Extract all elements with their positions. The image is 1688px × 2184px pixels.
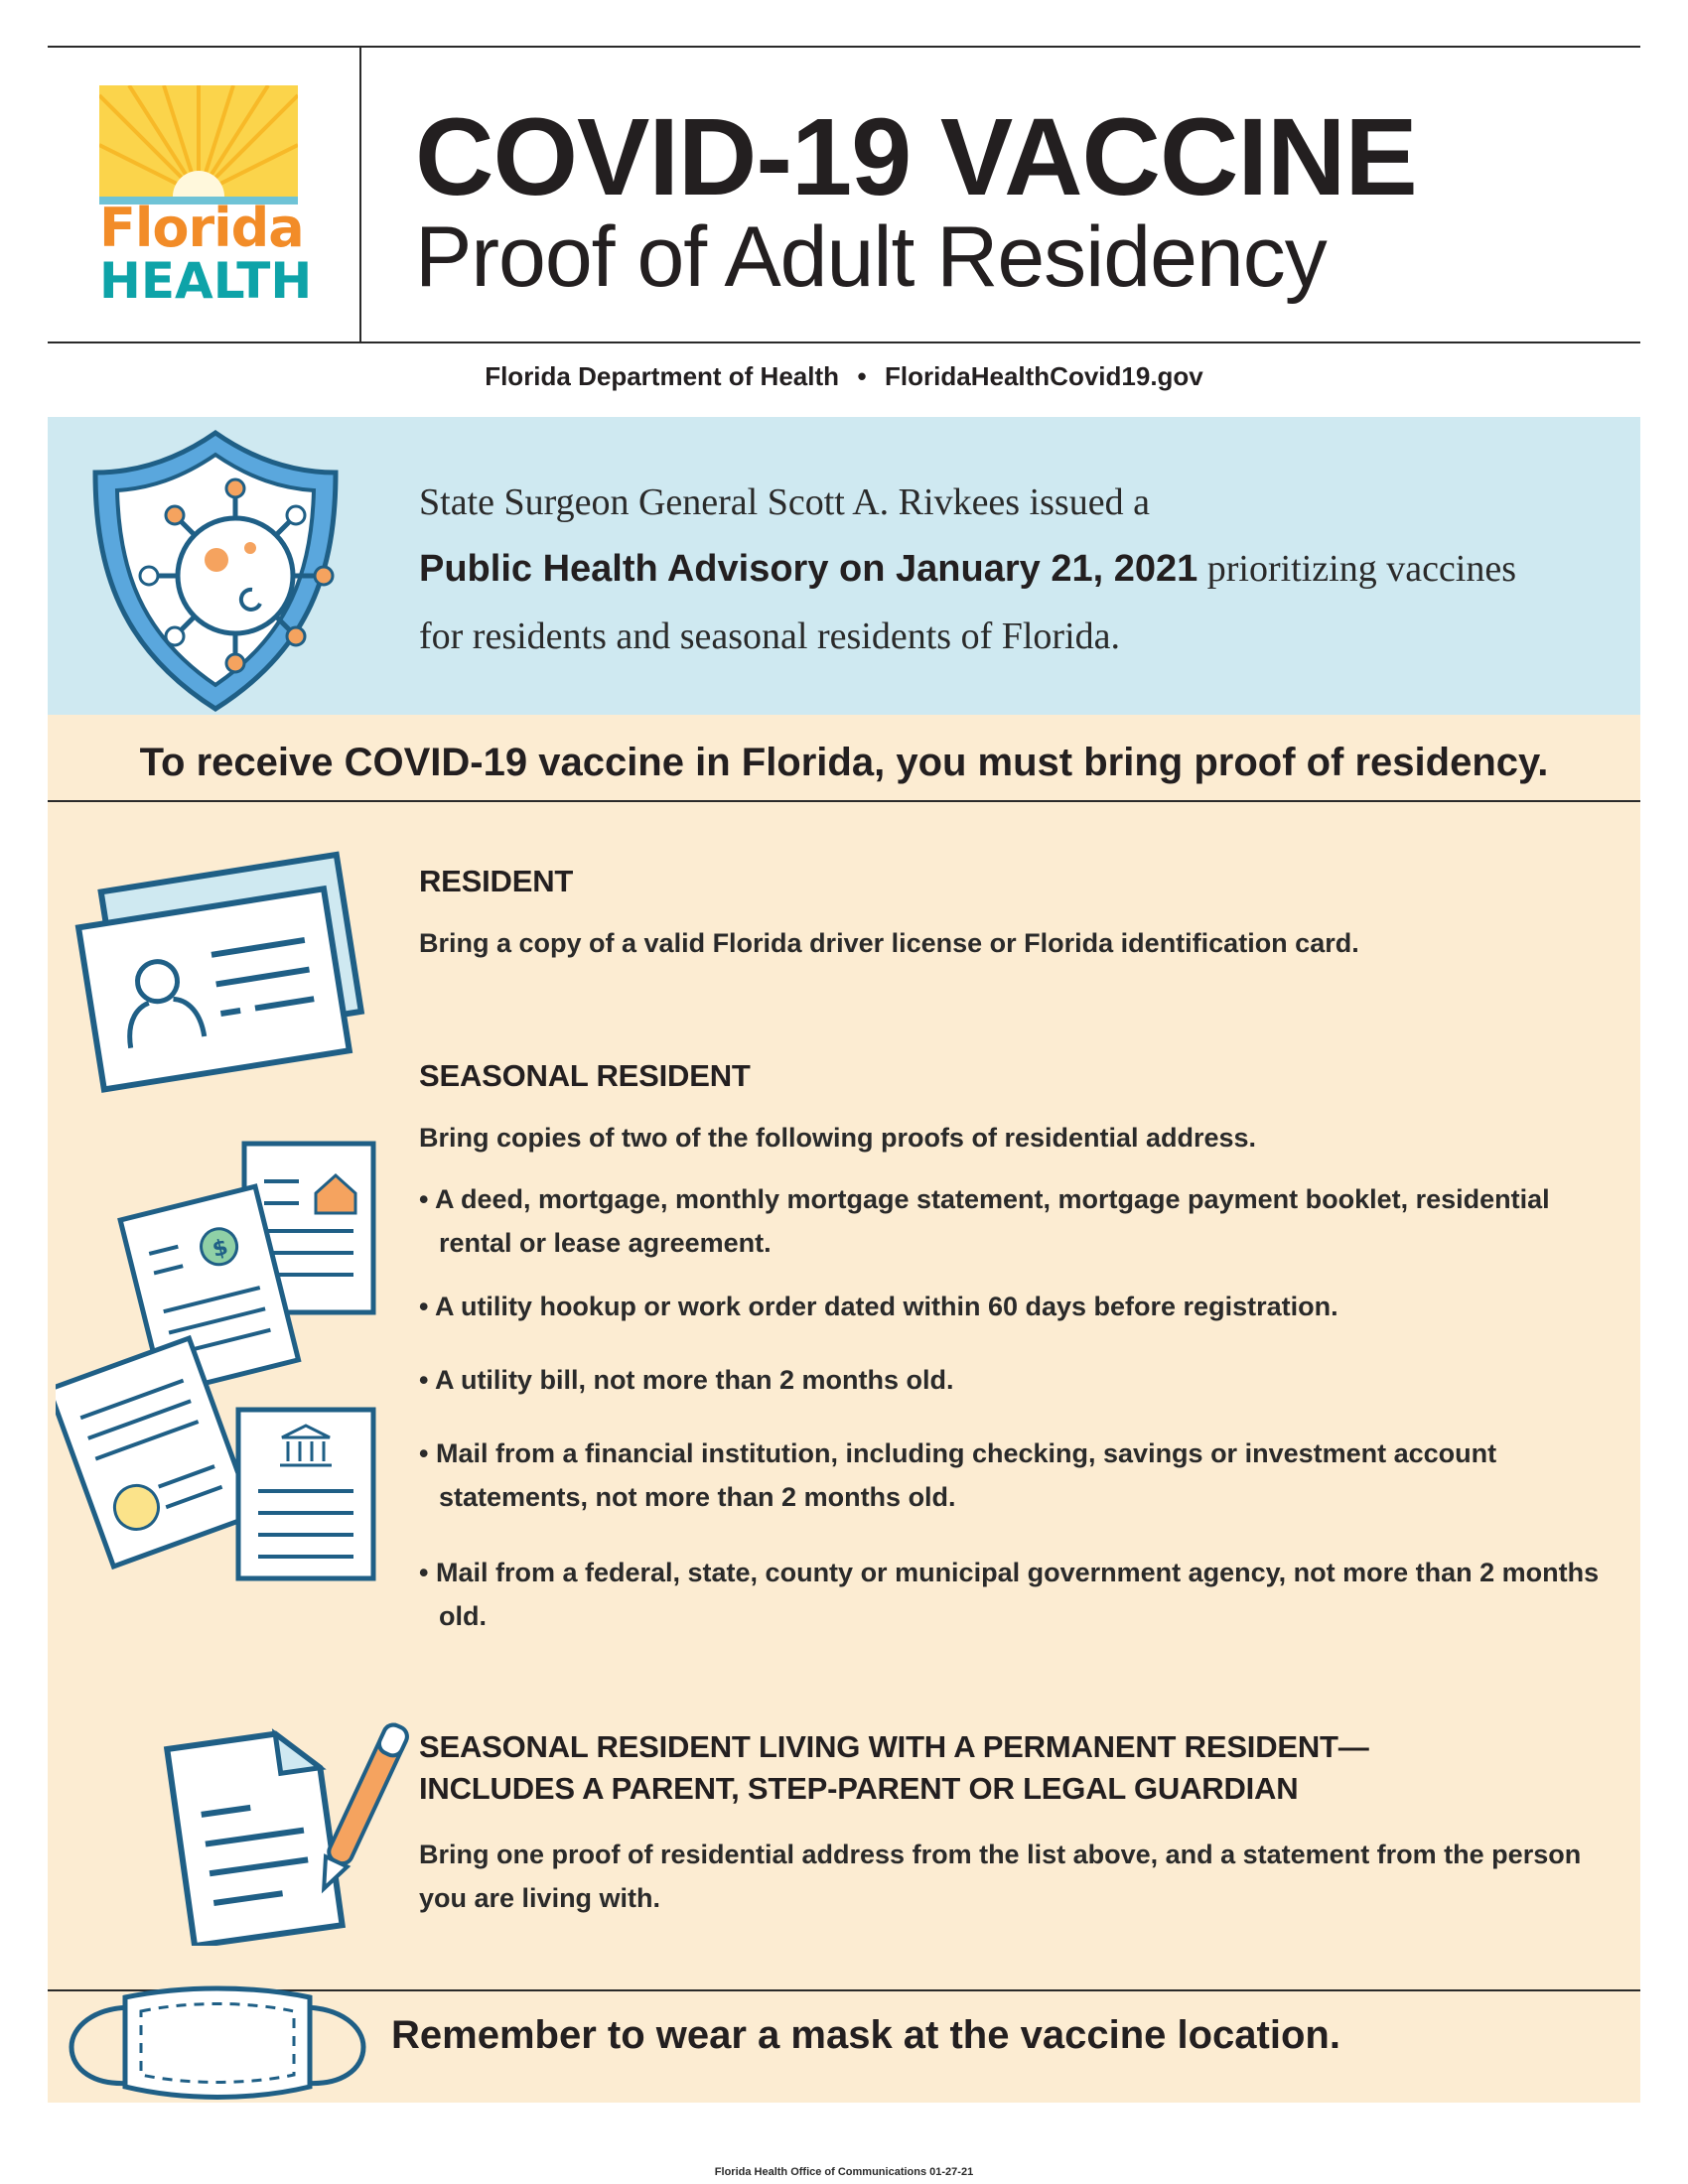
shield-virus-icon <box>81 421 350 719</box>
seasonal-bullet-2: • A utility hookup or work order dated within 60 days before registration. <box>419 1292 1338 1321</box>
id-card-icon <box>66 844 383 1102</box>
header-bottom-rule <box>48 341 1640 343</box>
header-divider <box>359 48 361 341</box>
footer-credit: Florida Health Office of Communications 01-27-21 <box>714 2166 974 2178</box>
seasonal-bullet-4: • Mail from a financial institution, including checking, savings or investment account statements, not more than 2 months old. <box>419 1438 1497 1512</box>
seasonal-bullet-5: • Mail from a federal, state, county or municipal government agency, not more than 2 months old. <box>419 1558 1600 1631</box>
face-mask-icon <box>64 1978 371 2107</box>
website-link[interactable]: FloridaHealthCovid19.gov <box>885 361 1203 391</box>
documents-icon <box>56 1132 393 1588</box>
requirement-banner: To receive COVID-19 vaccine in Florida, you must bring proof of residency. <box>139 741 1549 784</box>
document-pen-icon <box>159 1698 417 1946</box>
permanent-heading-line-1: SEASONAL RESIDENT LIVING WITH A PERMANENT RESIDENT— <box>419 1729 1369 1764</box>
advisory-line-1: State Surgeon General Scott A. Rivkees issued a <box>419 481 1150 523</box>
department-line <box>0 361 1688 392</box>
page-title: COVID-19 VACCINE <box>415 96 1417 218</box>
department-name: Florida Department of Health <box>485 361 840 391</box>
advisory-date-bold: Public Health Advisory on January 21, 2021 <box>419 548 1198 590</box>
seasonal-heading: SEASONAL RESIDENT <box>419 1058 751 1093</box>
advisory-line-2 <box>419 550 1516 588</box>
logo-health-text: HEALTH <box>99 252 313 310</box>
mask-reminder: Remember to wear a mask at the vaccine location. <box>391 2013 1340 2057</box>
logo-florida-text: Florida <box>99 197 304 259</box>
sunrise-icon <box>99 85 298 205</box>
seasonal-bullet-3: • A utility bill, not more than 2 months old. <box>419 1365 954 1395</box>
banner-rule <box>48 800 1640 802</box>
permanent-text: Bring one proof of residential address from the list above, and a statement from the person you are living with. <box>419 1840 1582 1913</box>
permanent-heading-line-2: INCLUDES A PARENT, STEP-PARENT OR LEGAL GUARDIAN <box>419 1771 1299 1806</box>
seasonal-intro: Bring copies of two of the following proofs of residential address. <box>419 1123 1257 1153</box>
separator-dot: • <box>857 361 867 391</box>
seasonal-bullet-1: • A deed, mortgage, monthly mortgage statement, mortgage payment booklet, residential rental or lease agreement. <box>419 1184 1550 1258</box>
top-rule <box>48 46 1640 48</box>
florida-health-logo <box>99 85 313 310</box>
page-subtitle: Proof of Adult Residency <box>415 209 1327 305</box>
resident-heading: RESIDENT <box>419 864 574 898</box>
advisory-line-2-rest: prioritizing vaccines <box>1197 548 1517 590</box>
advisory-line-3: for residents and seasonal residents of Florida. <box>419 615 1120 657</box>
svg-text:$: $ <box>210 1235 231 1264</box>
resident-text: Bring a copy of a valid Florida driver license or Florida identification card. <box>419 928 1359 958</box>
